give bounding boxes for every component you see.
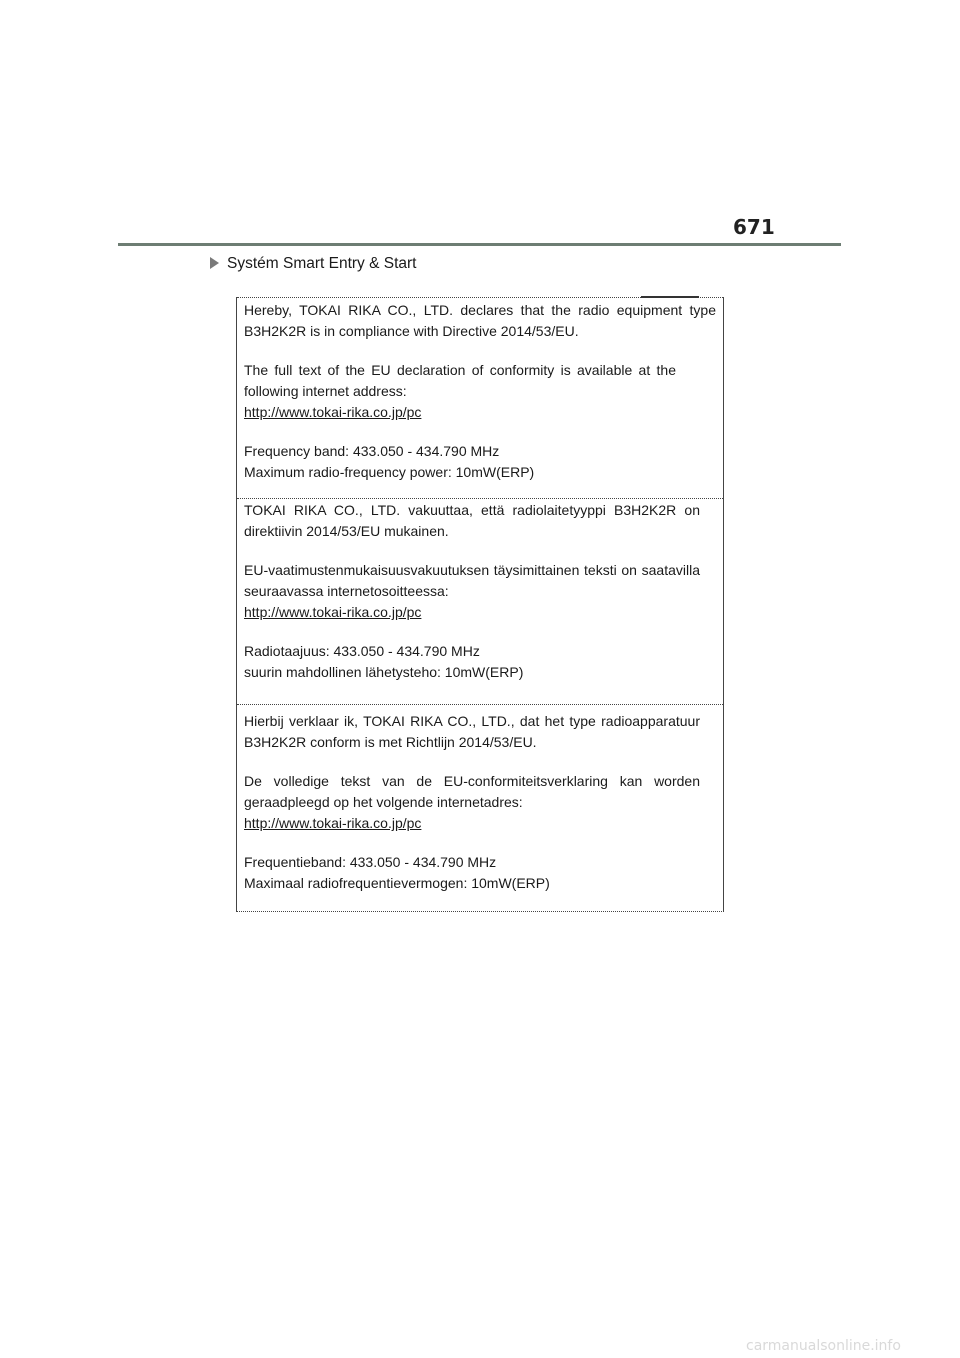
declaration-finnish [237, 500, 723, 705]
declaration-url-link[interactable]: http://www.tokai-rika.co.jp/pc [244, 815, 422, 831]
declaration-url-link[interactable]: http://www.tokai-rika.co.jp/pc [244, 404, 422, 420]
declaration-dutch [237, 711, 723, 901]
declaration-english [237, 300, 723, 499]
declaration-statement: TOKAI RIKA CO., LTD. vakuuttaa, että radiolaitetyyppi B3H2K2R on direktiivin 2014/53/EU mukainen. [244, 502, 700, 539]
declaration-statement: Hierbij verklaar ik, TOKAI RIKA CO., LTD., dat het type radioapparatuur B3H2K2R conform is met Richtlijn 2014/53/EU. [244, 713, 700, 750]
max-power: suurin mahdollinen lähetysteho: 10mW(ERP) [244, 664, 524, 680]
site-watermark: carmanualsonline.info [746, 1338, 901, 1354]
declaration-box [236, 297, 724, 912]
box-top-accent [641, 296, 699, 298]
section-heading [210, 255, 417, 273]
frequency-band: Frequency band: 433.050 - 434.790 MHz [244, 443, 500, 459]
max-power: Maximaal radiofrequentievermogen: 10mW(ERP) [244, 875, 550, 891]
frequency-band: Radiotaajuus: 433.050 - 434.790 MHz [244, 643, 480, 659]
declaration-availability: EU-vaatimustenmukaisuusvakuutuksen täysimittainen teksti on saatavilla seuraavassa internetosoitteessa: [244, 562, 700, 599]
declaration-url-link[interactable]: http://www.tokai-rika.co.jp/pc [244, 604, 422, 620]
declaration-availability: The full text of the EU declaration of conformity is available at the following internet address: [244, 362, 676, 399]
declaration-availability: De volledige tekst van de EU-conformiteitsverklaring kan worden geraadpleegd op het volgende internetadres: [244, 773, 700, 810]
triangle-right-icon [210, 257, 219, 269]
page-number: 671 [733, 215, 775, 239]
max-power: Maximum radio-frequency power: 10mW(ERP) [244, 464, 535, 480]
header-divider [118, 243, 841, 246]
declaration-statement: Hereby, TOKAI RIKA CO., LTD. declares that the radio equipment type B3H2K2R is in compliance with Directive 2014/53/EU. [244, 302, 716, 339]
frequency-band: Frequentieband: 433.050 - 434.790 MHz [244, 854, 497, 870]
section-heading-text: Systém Smart Entry & Start [227, 255, 417, 272]
